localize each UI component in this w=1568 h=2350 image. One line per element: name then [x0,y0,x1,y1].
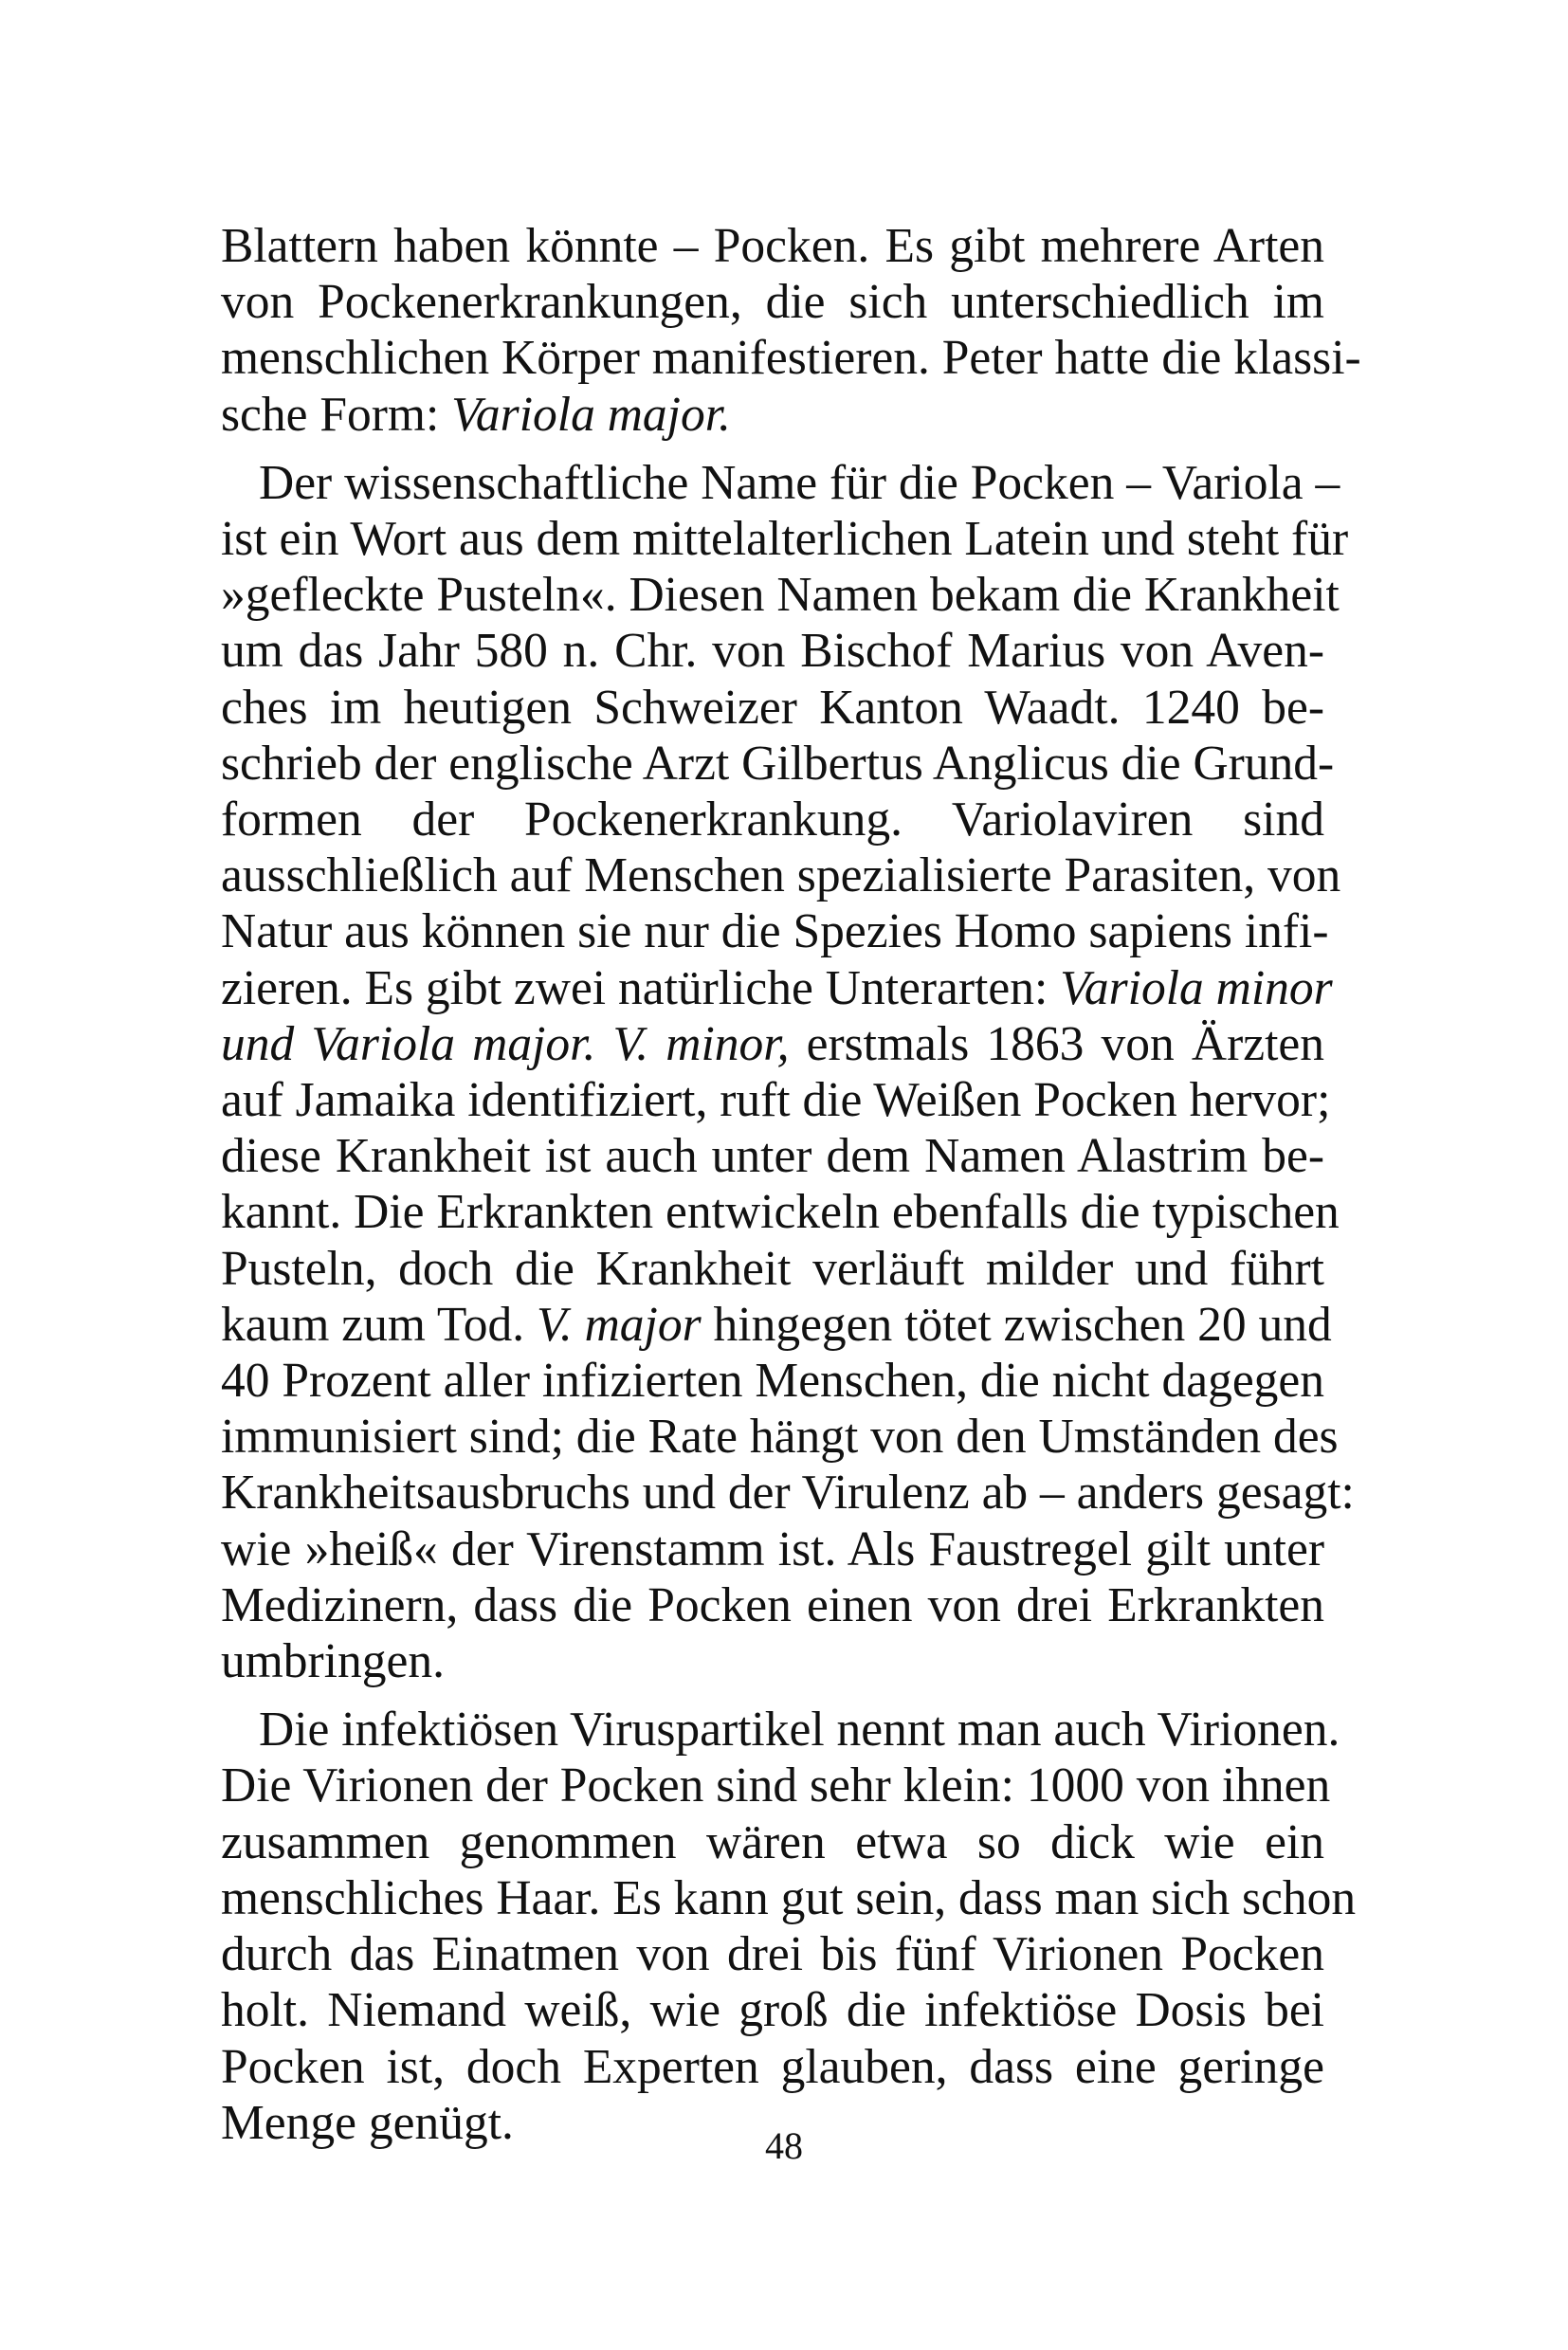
text-line [221,2039,1324,2095]
text-run: kannt. Die Erkrankten entwickeln ebenfalls die typischen [221,1185,1340,1240]
text-run: Die Virionen der Pocken sind sehr klein: 1000 von ihnen [221,1758,1331,1813]
text-line [221,511,1349,567]
page-number: 48 [765,2124,803,2167]
text-run: ist ein Wort aus dem mittelalterlichen Latein und steht für [221,512,1349,567]
text-run: auf Jamaika identifiziert, ruft die Weißen Pocken hervor; [221,1073,1331,1128]
text-run: sche Form: [221,387,452,442]
text-line [221,736,1335,792]
paragraph [221,218,1361,443]
text-line [221,1926,1324,1982]
text-run: von Pockenerkrankungen, die sich unterschiedlich im [221,275,1324,330]
text-line [221,1409,1339,1465]
text-run: zusammen genommen wären etwa so dick wie ein [221,1814,1324,1869]
text-line [221,274,1324,330]
text-run: ches im heutigen Schweizer Kanton Waadt. 1240 be- [221,680,1324,735]
text-line [221,1353,1324,1409]
text-line [221,387,1324,443]
text-line [221,1184,1340,1240]
text-line [221,623,1324,679]
text-line [221,1758,1331,1813]
text-run: erstmals 1863 von Ärzten [789,1016,1324,1071]
text-line [221,680,1324,736]
text-run: um das Jahr 580 n. Chr. von Bischof Marius von Aven- [221,624,1324,679]
text-run: holt. Niemand weiß, wie groß die infektiöse Dosis bei [221,1983,1324,2038]
paragraph [221,1702,1357,2151]
text-line [221,847,1341,903]
text-line [221,455,1340,511]
text-run: »gefleckte Pusteln«. Diesen Namen bekam die Krankheit [221,568,1340,623]
text-run: hingegen tötet zwischen 20 und [701,1297,1332,1352]
italic-text: und Variola major. V. minor, [221,1016,790,1071]
paragraph [221,455,1355,1689]
text-run: diese Krankheit ist auch unter dem Namen Alastrim be- [221,1129,1324,1184]
text-line [221,792,1324,847]
italic-text: V. major [537,1297,702,1352]
text-line [221,1702,1340,1758]
text-line [221,1072,1331,1128]
text-line [221,1814,1324,1870]
text-run: 40 Prozent aller infizierten Menschen, die nicht dagegen [221,1354,1325,1409]
text-line [221,1016,1324,1072]
text-run: Medizinern, dass die Pocken einen von drei Erkrankten [221,1577,1324,1632]
text-run: kaum zum Tod. [221,1297,538,1352]
text-line [221,1521,1324,1577]
text-run: Natur aus können sie nur die Spezies Homo sapiens infi- [221,904,1329,959]
text-line [221,960,1333,1016]
text-run: zieren. Es gibt zwei natürliche Unterarten: [221,960,1061,1015]
text-run: menschlichen Körper manifestieren. Peter hatte die klassi- [221,331,1361,386]
text-run: Die infektiösen Viruspartikel nennt man auch Virionen. [259,1703,1340,1758]
text-run: umbringen. [221,1634,445,1689]
text-run: menschliches Haar. Es kann gut sein, dass man sich schon [221,1870,1357,1925]
text-run: Pusteln, doch die Krankheit verläuft milder und führt [221,1241,1324,1296]
text-line [221,903,1329,959]
text-run: Krankheitsausbruchs und der Virulenz ab – anders gesagt: [221,1466,1355,1521]
italic-text: Variola major. [451,387,731,442]
text-line [221,1297,1332,1353]
text-run: ausschließlich auf Menschen spezialisierte Parasiten, von [221,848,1341,903]
text-run: Der wissenschaftliche Name für die Pocken – Variola – [259,455,1340,510]
text-run: formen der Pockenerkrankung. Variolaviren sind [221,792,1324,847]
text-line [221,1241,1324,1297]
text-line [221,1465,1355,1521]
text-run: Pocken ist, doch Experten glauben, dass eine geringe [221,2039,1324,2094]
text-line [221,1577,1324,1633]
text-line [221,1633,1324,1689]
text-line [221,1128,1324,1184]
text-line [221,1870,1357,1926]
text-run: schrieb der englische Arzt Gilbertus Anglicus die Grund- [221,736,1335,791]
text-line [221,1982,1324,2038]
text-run: durch das Einatmen von drei bis fünf Virionen Pocken [221,1927,1324,1982]
text-run: immunisiert sind; die Rate hängt von den Umständen des [221,1410,1339,1465]
italic-text: Variola minor [1060,960,1333,1015]
text-run: Menge genügt. [221,2095,514,2150]
body-text [221,218,1361,2151]
text-line [221,218,1324,274]
text-line [221,330,1361,386]
text-run: wie »heiß« der Virenstamm ist. Als Faustregel gilt unter [221,1521,1324,1576]
text-line [221,567,1340,623]
text-run: Blattern haben könnte – Pocken. Es gibt mehrere Arten [221,219,1324,273]
